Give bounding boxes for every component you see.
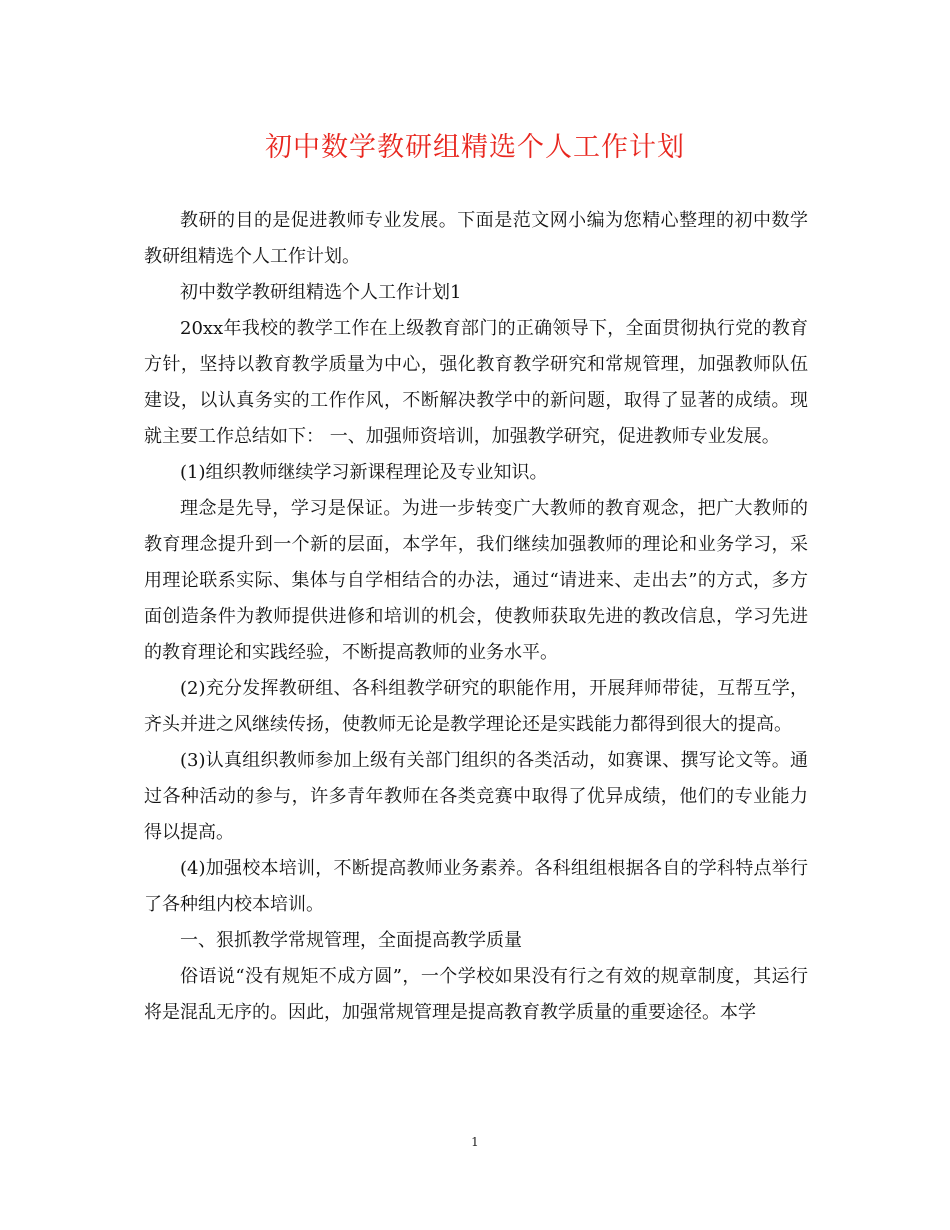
page-number: 1 [471, 1135, 479, 1149]
paragraph-item-3: (3)认真组织教师参加上级有关部门组织的各类活动，如赛课、撰写论文等。通过各种活动的参与，许多青年教师在各类竞赛中取得了优异成绩，他们的专业能力得以提高。 [144, 750, 808, 843]
paragraph-summary: 20xx年我校的教学工作在上级教育部门的正确领导下，全面贯彻执行党的教育方针，坚持以教育教学质量为中心，强化教育教学研究和常规管理，加强教师队伍建设，以认真务实的工作作风，不断解决教学中的新问题，取得了显著的成绩。现就主要工作总结如下： 一、加强师资培训，加强教学研究，促进教师专业发展。 [144, 318, 808, 447]
document-title: 初中数学教研组精选个人工作计划 [265, 132, 685, 163]
paragraph-theory-study: 理念是先导，学习是保证。为进一步转变广大教师的教育观念，把广大教师的教育理念提升到一个新的层面，本学年，我们继续加强教师的理论和业务学习，采用理论联系实际、集体与自学相结合的办法，通过“请进来、走出去”的方式，多方面创造条件为教师提供进修和培训的机会，使教师获取先进的教改信息，学习先进的教育理论和实践经验，不断提高教师的业务水平。 [144, 498, 808, 663]
paragraph-intro: 教研的目的是促进教师专业发展。下面是范文网小编为您精心整理的初中数学教研组精选个人工作计划。 [144, 210, 808, 267]
section-heading-plan-1: 初中数学教研组精选个人工作计划1 [180, 282, 462, 303]
document-body [144, 203, 808, 1031]
section-heading-routine-management: 一、狠抓教学常规管理，全面提高教学质量 [180, 930, 522, 951]
paragraph-item-1: (1)组织教师继续学习新课程理论及专业知识。 [180, 462, 548, 483]
paragraph-routine-management: 俗语说“没有规矩不成方圆”，一个学校如果没有行之有效的规章制度，其运行将是混乱无序的。因此，加强常规管理是提高教育教学质量的重要途径。本学 [144, 966, 808, 1023]
paragraph-item-2: (2)充分发挥教研组、各科组教学研究的职能作用，开展拜师带徒，互帮互学，齐头并进之风继续传扬，使教师无论是教学理论还是实践能力都得到很大的提高。 [144, 678, 808, 735]
paragraph-item-4: (4)加强校本培训，不断提高教师业务素养。各科组组根据各自的学科特点举行了各种组内校本培训。 [144, 858, 808, 915]
